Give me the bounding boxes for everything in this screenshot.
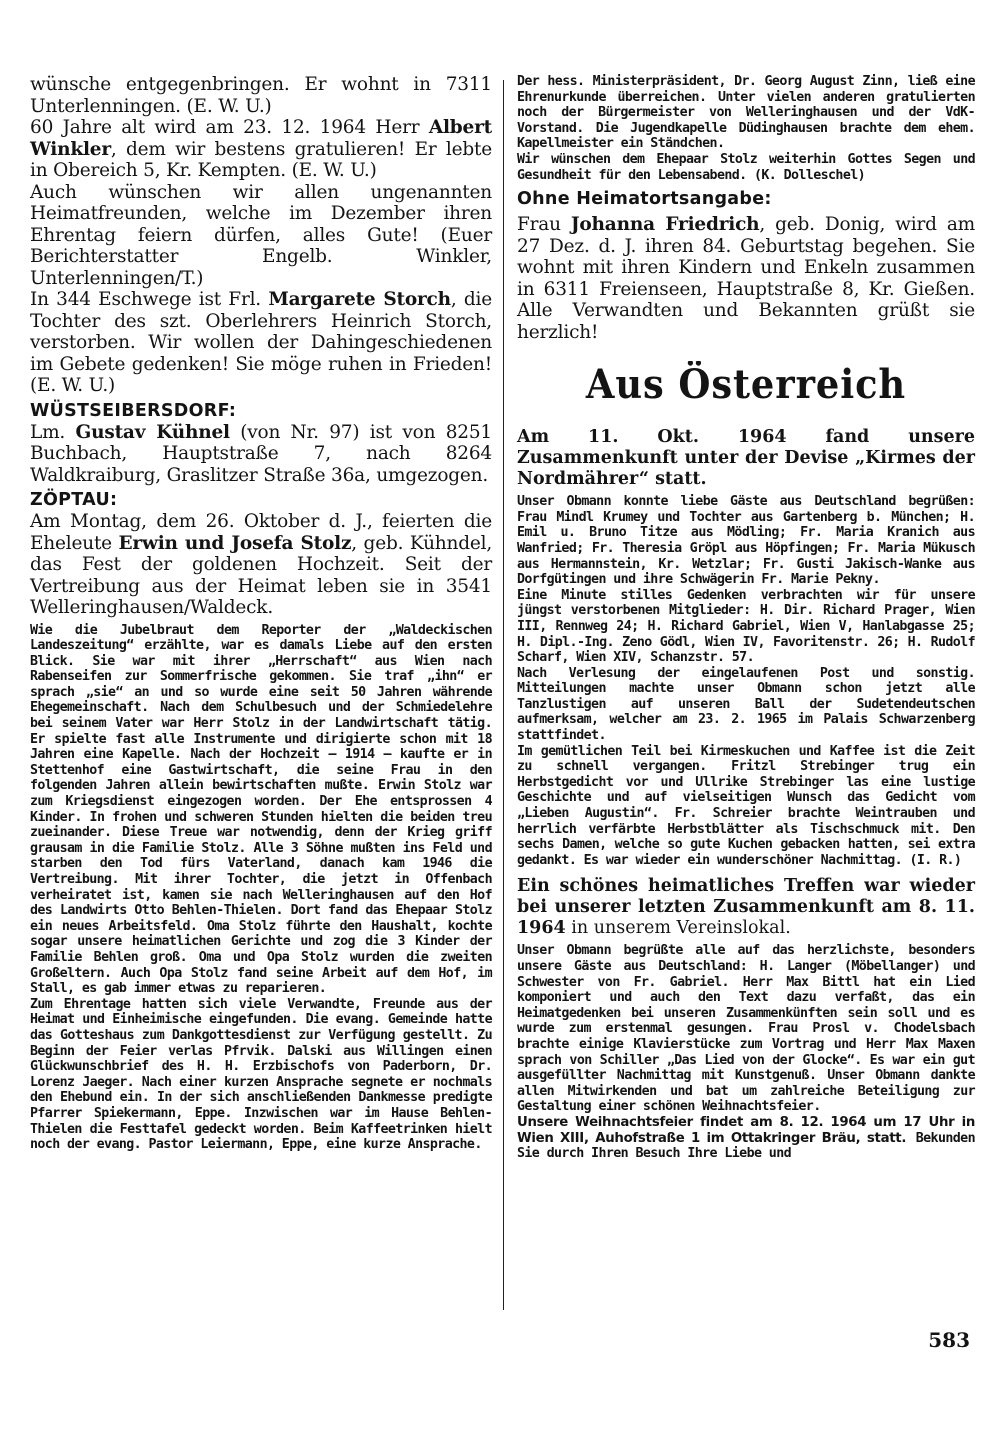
article-heading: Am 11. Okt. 1964 fand unsere Zusammenkunft unter der Devise „Kirmes der Nordmährer“ statt.	[517, 427, 975, 490]
small-paragraph: Wir wünschen dem Ehepaar Stolz weiterhin Gottes Segen und Gesundheit für den Lebensabend. (K. Dolleschel)	[517, 151, 975, 183]
place-heading: Ohne Heimatortsangabe:	[517, 189, 772, 210]
paragraph: Lm. Gustav Kühnel (von Nr. 97) ist von 8251 Buchbach, Hauptstraße 7, nach 8264 Waldkraiburg, Graslitzer Straße 36a, umgezogen.	[30, 421, 492, 486]
page-number: 583	[928, 1328, 970, 1352]
small-paragraph: Unser Obmann konnte liebe Gäste aus Deutschland begrüßen: Frau Mindl Krumey und Tochter aus Gartenberg b. München; H. Emil u. Bruno Titze aus Mödling; Fr. Maria Kranich aus Wanfried; Fr. Theresia Gröpl aus Höpfingen; Fr. Maria Mükusch aus Hermannstein, Kr. Wetzlar; Fr. Gusti Jakisch-Wanke aus Dorfgütingen und ihre Schwägerin Fr. Marie Pekny.	[517, 494, 975, 588]
small-paragraph: Eine Minute stilles Gedenken verbrachten wir für unsere jüngst verstorbenen Mitglieder: H. Dir. Richard Prager, Wien III, Rennweg 24; H. Richard Gabriel, Wien V, Hanlabgasse 25; H. Dipl.-Ing. Zeno Gödl, Wien IV, Favoritenstr. 26; H. Rudolf Scharf, Wien XIV, Schanzstr. 57.	[517, 587, 975, 666]
announcement: Unsere Weihnachtsfeier findet am 8. 12. 1964 um 17 Uhr in Wien XIII, Auhofstraße 1 im Ottakringer Bräu, statt.	[517, 1114, 975, 1146]
small-paragraph: Unsere Weihnachtsfeier findet am 8. 12. 1964 um 17 Uhr in Wien XIII, Auhofstraße 1 im Ottakringer Bräu, statt. Bekunden Sie durch Ihren Besuch Ihre Liebe und	[517, 1114, 975, 1162]
small-paragraph: Zum Ehrentage hatten sich viele Verwandte, Freunde aus der Heimat und Einheimische eingefunden. Die evang. Gemeinde hatte das Gotteshaus zum Dankgottesdienst zur Verfügung gestellt. Zu Beginn der Feier verlas Pfrvik. Dalski aus Willingen einen Glückwunschbrief des H. H. Erzbischofs von Paderborn, Dr. Lorenz Jaeger. Nach einer kurzen Ansprache segnete er nochmals den Ehebund ein. In der sich anschließenden Dankmesse predigte Pfarrer Spiekermann, Eppe. Inzwischen war im Hause Behlen-Thielen die Festtafel gedeckt worden. Beim Kaffeetrinken hielt noch der evang. Pastor Leiermann, Eppe, eine kurze Ansprache.	[30, 996, 492, 1153]
person-name: Erwin und Josefa Stolz	[118, 532, 352, 554]
place-heading: ZÖPTAU:	[30, 490, 118, 510]
small-paragraph: Der hess. Ministerpräsident, Dr. Georg August Zinn, ließ eine Ehrenurkunde überreichen. Unter vielen anderen gratulierten noch der Bürgermeister von Welleringhausen und der VdK-Vorstand. Die Jugendkapelle Düdinghausen brachte dem ehem. Kapellmeister ein Ständchen.	[517, 74, 975, 152]
paragraph: Frau Johanna Friedrich, geb. Donig, wird am 27 Dez. d. J. ihren 84. Geburtstag begehen. Sie wohnt mit ihren Kindern und Enkeln zusammen in 6311 Freienseen, Hauptstraße 8, Kr. Gießen. Alle Verwandten und Bekannten grüßt sie herzlich!	[517, 214, 975, 343]
paragraph: wünsche entgegenbringen. Er wohnt in 7311 Unterlenningen. (E. W. U.)	[30, 74, 492, 117]
person-name: Albert Winkler	[30, 117, 492, 160]
place-heading: WÜSTSEIBERSDORF:	[30, 400, 237, 421]
paragraph: Auch wünschen wir allen ungenannten Heimatfreunden, welche im Dezember ihren Ehrentag feiern dürfen, alles Gute! (Euer Berichterstatter Engelb. Winkler, Unterlenningen/T.)	[30, 181, 492, 289]
column-divider	[503, 80, 504, 1310]
left-column	[30, 74, 492, 1153]
event-name: Ball der Sudetendeutschen	[754, 696, 976, 712]
paragraph: Am Montag, dem 26. Oktober d. J., feierten die Eheleute Erwin und Josefa Stolz, geb. Kühndel, das Fest der goldenen Hochzeit. Seit der Vertreibung aus der Heimat leben sie in 3541 Welleringhausen/Waldeck.	[30, 511, 493, 618]
person-name: Gustav Kühnel	[75, 421, 230, 443]
paragraph: In 344 Eschwege ist Frl. Margarete Storch, die Tochter des szt. Oberlehrers Heinrich Storch, verstorben. Wir wollen der Dahingeschiedenen im Gebete gedenken! Sie möge ruhen in Frieden! (E. W. U.)	[30, 289, 492, 396]
paragraph: 60 Jahre alt wird am 23. 12. 1964 Herr Albert Winkler, dem wir bestens gratulieren! Er lebte in Obereich 5, Kr. Kempten. (E. W. U.)	[30, 117, 492, 181]
person-name: Margarete Storch	[268, 289, 451, 310]
small-paragraph: Wie die Jubelbraut dem Reporter der „Waldeckischen Landeszeitung“ erzählte, war es damals Liebe auf den ersten Blick. Sie war mit ihrer „Herrschaft“ aus Wien nach Rabenseifen zur Sommerfrische gekommen. Sie traf „ihn“ er sprach „sie“ an und so wurde eine seit 50 Jahren währende Ehegemeinschaft. Nach dem Schulbesuch und der Schmiedelehre bei seinem Vater war Herr Stolz in der Landwirtschaft tätig. Er spielte fast alle Instrumente und dirigierte schon mit 18 Jahren eine Kapelle. Nach der Hochzeit — 1914 — kaufte er in Stettenhof eine Gastwirtschaft, die seine Frau in den folgenden Jahren allein bewirtschaften mußte. Erwin Stolz war zum Kriegsdienst eingezogen worden. Der Ehe entsprossen 4 Kinder. In frohen und schweren Stunden hielten die beiden treu zueinander. Diese Treue war notwendig, denn der Krieg griff grausam in die Familie Stolz. Alle 3 Söhne mußten ins Feld und starben den Tod fürs Vaterland, danach kam 1946 die Vertreibung. Mit ihrer Tochter, die jetzt in Offenbach verheiratet ist, kamen sie nach Welleringhausen auf den Hof des Landwirts Otto Behlen-Thielen. Dort fand das Ehepaar Stolz ein neues Arbeitsfeld. Oma Stolz führte den Haushalt, kochte sogar unsere heimatlichen Gerichte und zog die 3 Kinder der Familie Behlen groß. Oma und Opa Stolz wurden die zweiten Großeltern. Auch Opa Stolz fand seine Arbeit auf dem Hof, im Stall, es gab immer etwas zu reparieren.	[30, 622, 492, 997]
event-date: am 23. 2. 1965 im Palais Schwarzenberg	[672, 712, 976, 728]
right-column	[517, 74, 975, 1162]
article-heading: Ein schönes heimatliches Treffen war wieder bei unserer letzten Zusammenkunft am 8. 11. 1964 in unserem Vereinslokal.	[517, 876, 975, 939]
section-title: Aus Österreich	[585, 361, 907, 409]
small-paragraph: Im gemütlichen Teil bei Kirmeskuchen und Kaffee ist die Zeit zu schnell vergangen. Fritzl Strebinger trug ein Herbstgedicht vor und Ullrike Strebinger las eine lustige Geschichte und auf vielseitigen Wunsch das Gedicht vom „Lieben Augustin“. Fr. Schreier brachte Weintrauben und herrlich verfärbte Herbstblätter als Tischschmuck mit. Den sechs Damen, welche so gute Kuchen gebacken hatten, sei extra gedankt. Es war wieder ein wunderschöner Nachmittag. (I. R.)	[517, 743, 975, 868]
small-paragraph: Nach Verlesung der eingelaufenen Post und sonstig. Mitteilungen machte unser Obmann schon jetzt alle Tanzlustigen auf unseren Ball der Sudetendeutschen aufmerksam, welcher am 23. 2. 1965 im Palais Schwarzenberg stattfindet.	[517, 665, 976, 744]
small-paragraph: Unser Obmann begrüßte alle auf das herzlichste, besonders unsere Gäste aus Deutschland: H. Langer (Möbellanger) und Schwester von Fr. Gabriel. Herr Max Bittl hat ein Lied komponiert und auch den Text dazu verfaßt, das ein Heimatgedenken bei unseren Zusammenkünften sein soll und es wurde zum erstenmal gesungen. Frau Prosl v. Chodelsbach brachte einige Klavierstücke zum Vortrag und Herr Max Maxen sprach von Schiller „Das Lied von der Glocke“. Es war ein gut ausgefüllter Nachmittag mit Kunstgenuß. Unser Obmann dankte allen Mitwirkenden und bat um zahlreiche Beteiligung zur Gestaltung einer schönen Weihnachtsfeier.	[517, 943, 975, 1115]
person-name: Johanna Friedrich	[570, 214, 760, 236]
